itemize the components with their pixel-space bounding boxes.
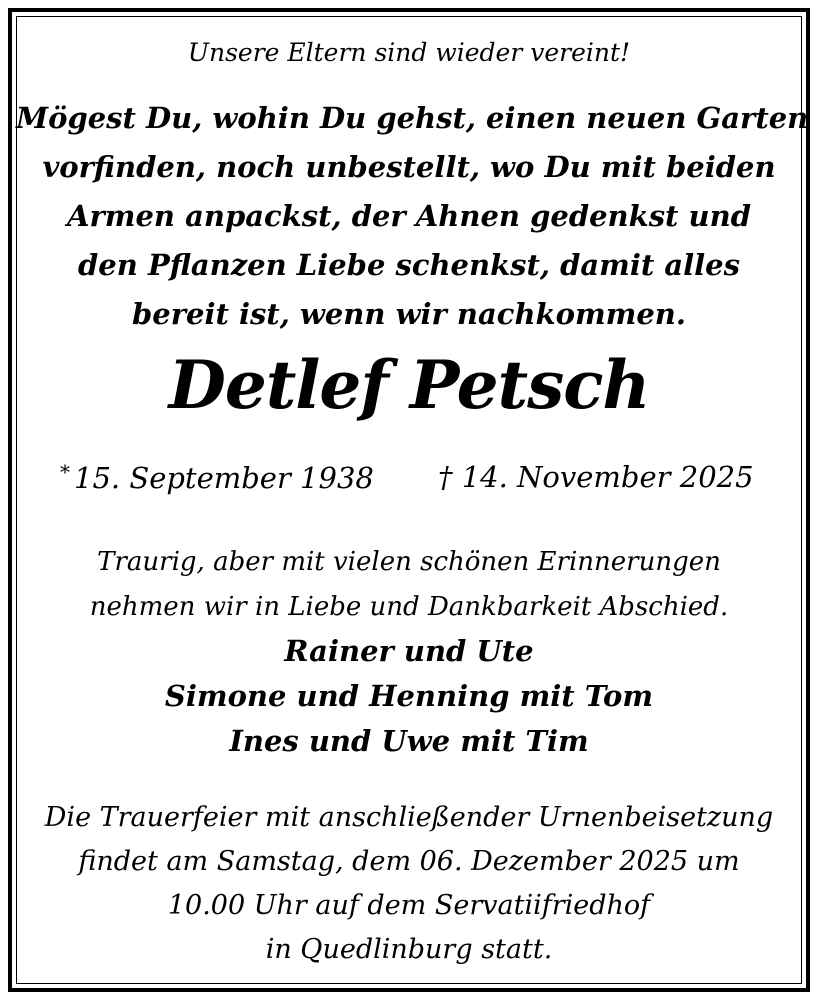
death-date-text: 14. November 2025 bbox=[461, 460, 754, 494]
mourning-line: Traurig, aber mit vielen schönen Erinnerungen bbox=[97, 547, 721, 577]
family-member: Rainer und Ute bbox=[284, 634, 534, 668]
mourning-line: nehmen wir in Liebe und Dankbarkeit Abschied. bbox=[89, 592, 729, 622]
birth-date-text: 15. September 1938 bbox=[74, 461, 374, 495]
death-symbol: † bbox=[438, 460, 453, 494]
service-line: 10.00 Uhr auf dem Servatiifriedhof bbox=[167, 890, 651, 921]
service-line: in Quedlinburg statt. bbox=[265, 934, 553, 965]
service-line: findet am Samstag, dem 06. Dezember 2025 um bbox=[78, 846, 740, 877]
death-date bbox=[438, 460, 754, 494]
birth-date bbox=[60, 460, 374, 495]
intro-line: Unsere Eltern sind wieder vereint! bbox=[187, 38, 631, 67]
poem-line: Mögest Du, wohin Du gehst, einen neuen Garten bbox=[16, 101, 809, 135]
family-list bbox=[16, 629, 802, 764]
poem-line: Armen anpackst, der Ahnen gedenkst und bbox=[66, 199, 751, 233]
poem-line: den Pflanzen Liebe schenkst, damit alles bbox=[78, 248, 740, 282]
birth-symbol: * bbox=[60, 460, 70, 484]
obituary-notice bbox=[16, 16, 809, 984]
poem-line: bereit ist, wenn wir nachkommen. bbox=[132, 297, 686, 331]
poem-line: vorfinden, noch unbestellt, wo Du mit beiden bbox=[42, 150, 776, 184]
service-line: Die Trauerfeier mit anschließender Urnenbeisetzung bbox=[44, 802, 774, 833]
service-info bbox=[16, 796, 802, 972]
mourning-text bbox=[16, 540, 802, 630]
deceased-name: Detlef Petsch bbox=[168, 346, 650, 424]
family-member: Simone und Henning mit Tom bbox=[164, 679, 654, 713]
family-member: Ines und Uwe mit Tim bbox=[229, 724, 589, 758]
poem bbox=[16, 94, 809, 339]
